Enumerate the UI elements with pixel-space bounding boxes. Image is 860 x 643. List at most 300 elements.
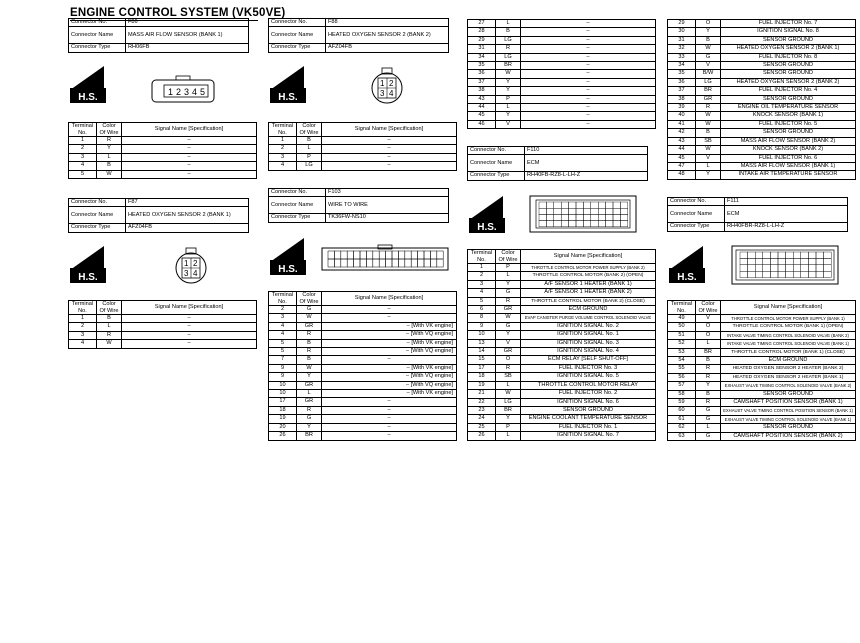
signal-name-cell: –: [521, 70, 656, 78]
terminal-no-cell: 53: [668, 348, 696, 356]
signal-name-cell: –: [521, 112, 656, 120]
table-row: [668, 323, 856, 331]
connector-cavity: [347, 259, 353, 267]
f87-terminal-table: [68, 300, 257, 349]
table-row: [69, 170, 257, 178]
connector-name-label: Connector Name: [69, 207, 126, 224]
terminal-no-cell: 31: [468, 45, 496, 53]
table-row: [468, 78, 656, 86]
connector-cavity: [424, 251, 430, 259]
table-row: [269, 153, 457, 161]
signal-name-cell: HEATED OXYGEN SENSOR 2 (BANK 2): [721, 78, 856, 86]
wire-color-cell: R: [496, 364, 521, 372]
signal-name-cell: ECM GROUND: [721, 357, 856, 365]
connector-cavity: [360, 259, 366, 267]
terminal-no-cell: 9: [269, 373, 297, 381]
terminal-no-cell: 55: [668, 365, 696, 373]
table-row: [468, 272, 656, 280]
f87-connector-type: AFZ04FB: [126, 224, 249, 232]
f110-continued-terminal-table: [467, 19, 656, 129]
terminal-no-cell: 39: [668, 104, 696, 112]
connector-type-label: Connector Type: [69, 44, 126, 52]
signal-name-cell: –: [521, 53, 656, 61]
f103-connector-type: TK36FW-NS10: [326, 214, 449, 222]
terminal-no-cell: 1: [69, 315, 97, 323]
connector-cavity: [613, 202, 620, 208]
wire-color-cell: Y: [297, 373, 322, 381]
table-row: [269, 364, 457, 372]
connector-cavity: [801, 265, 809, 271]
table-row: [468, 348, 656, 356]
signal-name-cell: HEATED OXYGEN SENSOR 2 (BANK 1): [721, 45, 856, 53]
signal-name-cell: –: [322, 153, 457, 161]
signal-name-cell: INTAKE AIR TEMPERATURE SENSOR: [721, 171, 856, 179]
hs-harness-side-icon: [467, 190, 507, 234]
table-row: [668, 53, 856, 61]
terminal-no-cell: 31: [668, 36, 696, 44]
terminal-no-cell: 19: [269, 415, 297, 423]
signal-name-cell: IGNITION SIGNAL No. 8: [721, 28, 856, 36]
signal-name-cell: THROTTLE CONTROL MOTOR (BANK 1) (CLOSE): [721, 348, 856, 356]
pin-label: 5: [200, 87, 206, 97]
table-row: [468, 289, 656, 297]
connector-cavity: [755, 271, 763, 277]
table-row: [668, 390, 856, 398]
connector-name-label: Connector Name: [69, 27, 126, 44]
table-row: [468, 28, 656, 36]
connector-cavity: [569, 202, 576, 208]
wire-color-cell: L: [297, 145, 322, 153]
terminal-no-cell: 4: [269, 331, 297, 339]
connector-cavity: [328, 251, 334, 259]
connector-name-label: Connector Name: [468, 155, 525, 172]
wire-color-cell: B: [297, 137, 322, 145]
table-row: [269, 331, 457, 339]
color-of-wire-header: Color Of Wire: [696, 301, 721, 315]
wire-color-cell: GR: [297, 322, 322, 330]
terminal-no-cell: 59: [668, 399, 696, 407]
connector-cavity: [354, 259, 360, 267]
terminal-no-cell: 20: [269, 423, 297, 431]
connector-cavity: [770, 265, 778, 271]
connector-type-label: Connector Type: [69, 224, 126, 232]
connector-cavity: [816, 258, 824, 264]
connector-cavity: [793, 258, 801, 264]
connector-cavity: [546, 214, 553, 220]
connector-cavity: [576, 214, 583, 220]
signal-name-cell: – [With VQ engine]: [322, 331, 457, 339]
table-row: [668, 45, 856, 53]
terminal-no-cell: 26: [269, 432, 297, 440]
table-row: [269, 306, 457, 314]
f110-connector-type: RH40FB-RZ8-L-LH-Z: [525, 172, 648, 180]
connector-cavity: [437, 259, 443, 267]
pin-label: 2: [176, 87, 182, 97]
terminal-no-cell: 3: [269, 314, 297, 322]
signal-name-cell: –: [122, 340, 257, 348]
signal-name-cell: –: [122, 331, 257, 339]
signal-name-cell: ENGINE COOLANT TEMPERATURE SENSOR: [521, 415, 656, 423]
wire-color-cell: V: [496, 120, 521, 128]
terminal-no-cell: 52: [668, 340, 696, 348]
terminal-no-cell: 36: [668, 78, 696, 86]
table-row: [468, 381, 656, 389]
table-row: [668, 382, 856, 390]
table-row: [668, 70, 856, 78]
pin-label: 2: [389, 79, 394, 88]
connector-cavity: [561, 221, 568, 227]
pin-label: 1: [380, 79, 385, 88]
connector-cavity: [539, 221, 546, 227]
page-title: ENGINE CONTROL SYSTEM (VK50VE): [70, 7, 286, 19]
f110-connector-name: ECM: [525, 155, 648, 172]
wire-color-cell: B: [297, 339, 322, 347]
wire-color-cell: B: [696, 390, 721, 398]
signal-name-cell: SENSOR GROUND: [521, 406, 656, 414]
f103-terminal-table: [268, 291, 457, 441]
connector-cavity: [360, 251, 366, 259]
terminal-no-cell: 3: [468, 280, 496, 288]
f88-connector-no: F88: [326, 19, 449, 27]
table-row: [269, 423, 457, 431]
pin-label: 3: [184, 87, 190, 97]
connector-cavity: [801, 252, 809, 258]
wire-color-cell: W: [97, 340, 122, 348]
connector-no-label: Connector No.: [269, 189, 326, 197]
wire-color-cell: R: [496, 45, 521, 53]
f88-terminal-table: [268, 122, 457, 171]
wire-color-cell: O: [496, 356, 521, 364]
wire-color-cell: Y: [696, 382, 721, 390]
connector-cavity: [591, 202, 598, 208]
signal-name-cell: THROTTLE CONTROL MOTOR (BANK 2) (CLOSE): [521, 297, 656, 305]
connector-cavity: [546, 202, 553, 208]
connector-cavity: [341, 259, 347, 267]
wire-color-cell: G: [496, 322, 521, 330]
connector-cavity: [569, 208, 576, 214]
terminal-no-cell: 19: [468, 381, 496, 389]
table-row: [668, 432, 856, 440]
table-row: [668, 415, 856, 423]
connector-cavity: [341, 251, 347, 259]
table-row: [668, 104, 856, 112]
connector-cavity: [786, 265, 794, 271]
hs-label: H.S.: [677, 272, 697, 283]
signal-name-cell: HEATED OXYGEN SENSOR 2 HEATER (BANK 2): [721, 365, 856, 373]
connector-cavity: [786, 271, 794, 277]
connector-cavity: [613, 214, 620, 220]
terminal-no-cell: 46: [468, 120, 496, 128]
table-row: [668, 340, 856, 348]
connector-cavity: [576, 208, 583, 214]
terminal-no-cell: 29: [668, 20, 696, 28]
hs-harness-side-icon: [68, 60, 108, 104]
table-header-row: [668, 301, 856, 315]
signal-name-header: Signal Name [Specification]: [122, 301, 257, 315]
wire-color-cell: B: [97, 315, 122, 323]
terminal-no-cell: 5: [468, 297, 496, 305]
connector-cavity: [816, 252, 824, 258]
terminal-no-header: Terminal No.: [69, 301, 97, 315]
connector-cavity: [347, 251, 353, 259]
table-row: [69, 315, 257, 323]
hs-label: H.S.: [477, 222, 497, 233]
connector-cavity: [576, 221, 583, 227]
table-row: [269, 322, 457, 330]
f87-connector-face: [170, 244, 212, 288]
wire-color-cell: R: [297, 406, 322, 414]
terminal-no-cell: 49: [668, 315, 696, 323]
terminal-no-cell: 23: [468, 406, 496, 414]
table-row: [668, 78, 856, 86]
terminal-no-cell: 38: [468, 87, 496, 95]
terminal-no-cell: 5: [269, 339, 297, 347]
connector-cavity: [793, 252, 801, 258]
f111-connector-name: ECM: [725, 206, 848, 223]
terminal-no-cell: 22: [468, 398, 496, 406]
signal-name-cell: –: [322, 423, 457, 431]
pin-label: 3: [380, 89, 385, 98]
connector-no-label: Connector No.: [668, 198, 725, 206]
connector-cavity: [786, 252, 794, 258]
wire-color-cell: SB: [696, 137, 721, 145]
table-row: [668, 365, 856, 373]
f88-info-table: [268, 18, 449, 53]
color-of-wire-header: Color Of Wire: [97, 123, 122, 137]
signal-name-cell: THROTTLE CONTROL MOTOR (BANK 2) (OPEN): [521, 272, 656, 280]
terminal-no-cell: 41: [668, 120, 696, 128]
terminal-no-cell: 54: [668, 357, 696, 365]
connector-type-label: Connector Type: [269, 44, 326, 52]
signal-name-cell: IGNITION SIGNAL No. 7: [521, 432, 656, 440]
f86-connector-no: F86: [126, 19, 249, 27]
terminal-no-cell: 10: [269, 381, 297, 389]
signal-name-cell: FUEL INJECTOR No. 8: [721, 53, 856, 61]
f110-info-table: [467, 146, 648, 181]
f103-info-table: [268, 188, 449, 223]
terminal-no-cell: 2: [269, 145, 297, 153]
hs-label: H.S.: [278, 264, 298, 275]
wire-color-cell: W: [496, 70, 521, 78]
signal-name-cell: – [With VK engine]: [322, 390, 457, 398]
connector-cavity: [430, 251, 436, 259]
terminal-no-cell: 3: [69, 331, 97, 339]
terminal-no-cell: 44: [468, 104, 496, 112]
connector-cavity: [770, 258, 778, 264]
connector-cavity: [801, 271, 809, 277]
connector-type-label: Connector Type: [269, 214, 326, 222]
table-row: [668, 407, 856, 415]
signal-name-cell: FUEL INJECTOR No. 4: [721, 87, 856, 95]
table-row: [69, 340, 257, 348]
table-row: [668, 373, 856, 381]
terminal-no-cell: 9: [269, 364, 297, 372]
table-row: [668, 87, 856, 95]
pin-label: 4: [389, 89, 394, 98]
signal-name-cell: KNOCK SENSOR (BANK 2): [721, 146, 856, 154]
terminal-no-cell: 36: [468, 70, 496, 78]
f86-connector-type: RH06FB: [126, 44, 249, 52]
connector-cavity: [561, 202, 568, 208]
signal-name-cell: –: [521, 104, 656, 112]
connector-no-label: Connector No.: [468, 147, 525, 155]
f87-info-table: [68, 198, 249, 233]
connector-cavity: [583, 208, 590, 214]
signal-name-header: Signal Name [Specification]: [122, 123, 257, 137]
color-of-wire-header: Color Of Wire: [97, 301, 122, 315]
wire-color-cell: R: [97, 331, 122, 339]
connector-cavity: [620, 202, 627, 208]
signal-name-cell: MASS AIR FLOW SENSOR (BANK 2): [721, 137, 856, 145]
signal-name-cell: SENSOR GROUND: [721, 390, 856, 398]
connector-cavity: [328, 259, 334, 267]
connector-cavity: [763, 258, 771, 264]
connector-cavity: [740, 258, 748, 264]
connector-cavity: [583, 202, 590, 208]
signal-name-cell: –: [521, 120, 656, 128]
table-row: [69, 145, 257, 153]
wire-color-cell: W: [97, 170, 122, 178]
terminal-no-cell: 3: [269, 153, 297, 161]
wire-color-cell: P: [496, 264, 521, 272]
connector-cavity: [386, 259, 392, 267]
terminal-no-cell: 34: [468, 53, 496, 61]
terminal-no-header: Terminal No.: [468, 250, 496, 264]
table-row: [69, 137, 257, 145]
wire-color-cell: W: [496, 314, 521, 322]
wire-color-cell: W: [496, 390, 521, 398]
signal-name-cell: KNOCK SENSOR (BANK 1): [721, 112, 856, 120]
table-header-row: [468, 250, 656, 264]
wire-color-cell: L: [696, 162, 721, 170]
connector-no-label: Connector No.: [269, 19, 326, 27]
table-row: [668, 28, 856, 36]
terminal-no-header: Terminal No.: [69, 123, 97, 137]
table-row: [668, 315, 856, 323]
table-row: [269, 314, 457, 322]
wire-color-cell: Y: [496, 78, 521, 86]
wire-color-cell: L: [496, 104, 521, 112]
wire-color-cell: L: [496, 272, 521, 280]
table-row: [468, 70, 656, 78]
hs-harness-side-icon: [268, 232, 308, 276]
connector-cavity: [591, 208, 598, 214]
signal-name-cell: –: [322, 145, 457, 153]
f111-terminal-table: [667, 300, 856, 441]
terminal-no-cell: 14: [468, 348, 496, 356]
connector-cavity: [598, 208, 605, 214]
terminal-no-cell: 42: [668, 129, 696, 137]
pin-label: 4: [192, 87, 198, 97]
connector-cavity: [418, 259, 424, 267]
wire-color-cell: SB: [496, 373, 521, 381]
signal-name-cell: –: [322, 406, 457, 414]
terminal-no-cell: 10: [269, 390, 297, 398]
connector-cavity: [392, 251, 398, 259]
table-row: [468, 62, 656, 70]
signal-name-cell: THROTTLE CONTROL MOTOR POWER SUPPLY (BANK 2): [521, 264, 656, 272]
wire-color-cell: W: [696, 45, 721, 53]
wire-color-cell: LG: [496, 36, 521, 44]
connector-cavity: [405, 251, 411, 259]
signal-name-cell: IGNITION SIGNAL No. 4: [521, 348, 656, 356]
terminal-no-cell: 38: [668, 95, 696, 103]
connector-cavity: [576, 202, 583, 208]
pin-label: 4: [193, 269, 198, 278]
connector-cavity: [546, 221, 553, 227]
signal-name-cell: –: [322, 432, 457, 440]
connector-cavity: [334, 251, 340, 259]
connector-cavity: [755, 252, 763, 258]
pin-label: 2: [193, 259, 198, 268]
signal-name-cell: SENSOR GROUND: [721, 129, 856, 137]
connector-cavity: [793, 271, 801, 277]
table-row: [269, 162, 457, 170]
connector-cavity: [778, 258, 786, 264]
wire-color-cell: W: [696, 146, 721, 154]
table-row: [269, 356, 457, 364]
terminal-no-cell: 18: [468, 373, 496, 381]
connector-cavity: [613, 208, 620, 214]
table-row: [468, 398, 656, 406]
signal-name-cell: –: [122, 153, 257, 161]
connector-cavity: [793, 265, 801, 271]
signal-name-cell: –: [521, 36, 656, 44]
f88-connector-type: AFZ04FB: [326, 44, 449, 52]
signal-name-cell: EXHAUST VALVE TIMING CONTROL SOLENOID VALVE (BANK 2): [721, 382, 856, 390]
connector-name-label: Connector Name: [269, 197, 326, 214]
wire-color-cell: W: [297, 314, 322, 322]
signal-name-cell: INTAKE VALVE TIMING CONTROL SOLENOID VALVE (BANK 2): [721, 331, 856, 339]
terminal-no-cell: 35: [468, 62, 496, 70]
signal-name-cell: IGNITION SIGNAL No. 5: [521, 373, 656, 381]
wire-color-cell: Y: [297, 423, 322, 431]
wire-color-cell: BR: [496, 62, 521, 70]
connector-cavity: [740, 271, 748, 277]
table-row: [668, 171, 856, 179]
f111-connector-face: [730, 242, 842, 288]
signal-name-cell: –: [122, 162, 257, 170]
terminal-no-cell: 15: [468, 356, 496, 364]
wire-color-cell: R: [297, 348, 322, 356]
wire-color-cell: Y: [696, 171, 721, 179]
connector-cavity: [561, 208, 568, 214]
f86-connector-face: [150, 74, 216, 106]
terminal-no-cell: 51: [668, 331, 696, 339]
f88-connector-name: HEATED OXYGEN SENSOR 2 (BANK 2): [326, 27, 449, 44]
table-row: [668, 129, 856, 137]
wire-color-cell: V: [496, 339, 521, 347]
wire-color-cell: Y: [97, 145, 122, 153]
signal-name-cell: IGNITION SIGNAL No. 2: [521, 322, 656, 330]
table-row: [668, 95, 856, 103]
f111-info-table: [667, 197, 848, 232]
wire-color-cell: Y: [496, 112, 521, 120]
connector-cavity: [620, 208, 627, 214]
color-of-wire-header: Color Of Wire: [297, 123, 322, 137]
f103-connector-no: F103: [326, 189, 449, 197]
wire-color-cell: GR: [696, 95, 721, 103]
signal-name-cell: –: [322, 162, 457, 170]
wire-color-cell: LG: [696, 78, 721, 86]
signal-name-cell: SENSOR GROUND: [721, 62, 856, 70]
signal-name-cell: SENSOR GROUND: [721, 36, 856, 44]
table-row: [468, 322, 656, 330]
wire-color-cell: GR: [297, 398, 322, 406]
connector-cavity: [539, 214, 546, 220]
wire-color-cell: LG: [496, 398, 521, 406]
terminal-no-cell: 1: [468, 264, 496, 272]
